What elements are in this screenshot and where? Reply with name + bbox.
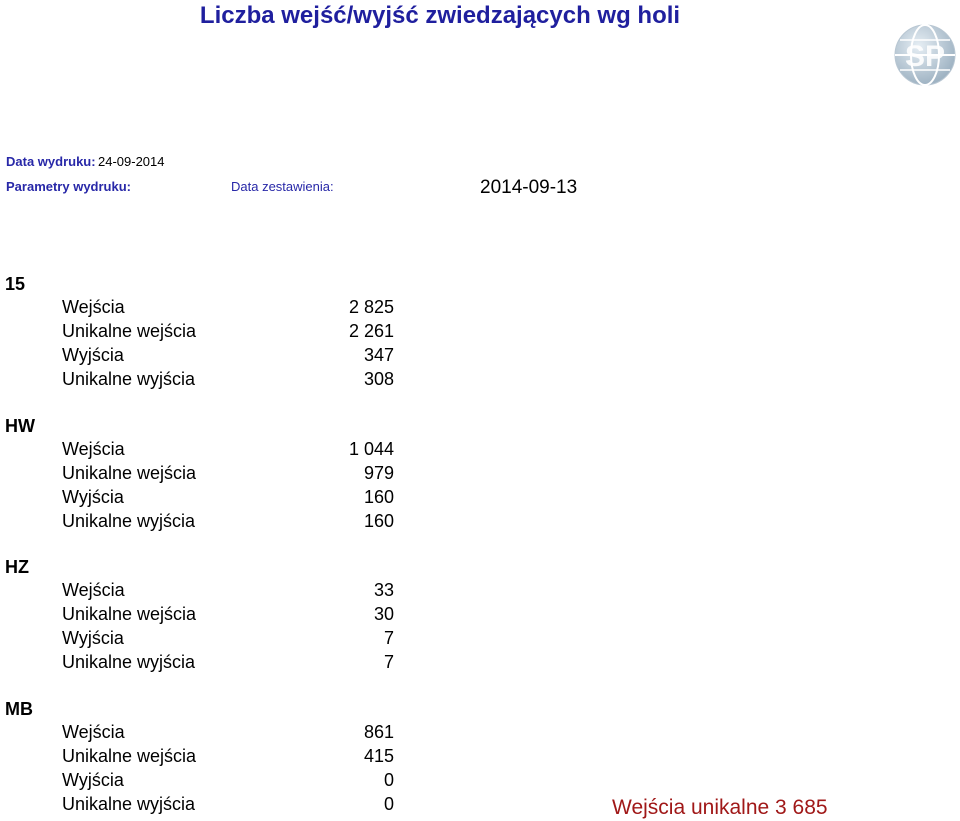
row-value: 2 261 (348, 321, 394, 341)
row-label: Wejścia (62, 722, 125, 742)
row-label: Unikalne wejścia (62, 604, 197, 624)
table-row (62, 744, 394, 768)
unique-entries-total (612, 796, 828, 820)
row-label: Wyjścia (62, 770, 124, 790)
row-label: Unikalne wejścia (62, 463, 197, 483)
row-value: 1 044 (348, 439, 394, 459)
row-label: Wejścia (62, 439, 125, 459)
row-value: 415 (363, 746, 394, 766)
row-value: 160 (363, 487, 394, 507)
section-code: HZ (5, 557, 29, 577)
section-rows (62, 720, 394, 816)
section-code: MB (5, 699, 33, 719)
table-row (62, 626, 394, 650)
table-row (62, 461, 394, 485)
row-value: 347 (363, 345, 394, 365)
print-date-value: 24-09-2014 (98, 154, 165, 169)
row-label: Unikalne wyjścia (62, 511, 196, 531)
table-row (62, 768, 394, 792)
row-label: Wejścia (62, 580, 125, 600)
table-row (62, 792, 394, 816)
table-row (62, 437, 394, 461)
row-value: 979 (363, 463, 394, 483)
compilation-date-label: Data zestawienia: (231, 179, 334, 194)
print-params-label: Parametry wydruku: (6, 179, 131, 194)
table-row (62, 485, 394, 509)
svg-text:SP: SP (904, 40, 946, 73)
page-title: Liczba wejść/wyjść zwiedzających wg holi (199, 2, 681, 29)
unique-entries-value: 3 685 (775, 796, 828, 819)
row-label: Unikalne wyjścia (62, 652, 196, 672)
section-rows (62, 437, 394, 533)
row-value: 30 (373, 604, 394, 624)
section-code: HW (5, 416, 35, 436)
row-label: Unikalne wejścia (62, 321, 197, 341)
table-row (62, 367, 394, 391)
table-row (62, 650, 394, 674)
section-code: 15 (5, 274, 26, 294)
row-value: 33 (373, 580, 394, 600)
row-label: Wejścia (62, 297, 125, 317)
table-row (62, 602, 394, 626)
row-label: Wyjścia (62, 487, 124, 507)
row-value: 7 (383, 628, 394, 648)
row-value: 160 (363, 511, 394, 531)
row-label: Unikalne wejścia (62, 746, 197, 766)
table-row (62, 295, 394, 319)
globe-logo-icon (892, 22, 958, 88)
print-date-label: Data wydruku: (6, 154, 96, 169)
unique-entries-label: Wejścia unikalne (612, 796, 770, 819)
row-label: Wyjścia (62, 628, 124, 648)
row-value: 2 825 (348, 297, 394, 317)
row-value: 0 (383, 770, 394, 790)
row-label: Unikalne wyjścia (62, 369, 196, 389)
table-row (62, 319, 394, 343)
section-rows (62, 578, 394, 674)
row-value: 861 (363, 722, 394, 742)
section-rows (62, 295, 394, 391)
table-row (62, 720, 394, 744)
row-value: 0 (383, 794, 394, 814)
compilation-date-value: 2014-09-13 (480, 177, 578, 198)
table-row (62, 509, 394, 533)
table-row (62, 343, 394, 367)
row-label: Unikalne wyjścia (62, 794, 196, 814)
table-row (62, 578, 394, 602)
row-value: 308 (363, 369, 394, 389)
row-label: Wyjścia (62, 345, 124, 365)
row-value: 7 (383, 652, 394, 672)
